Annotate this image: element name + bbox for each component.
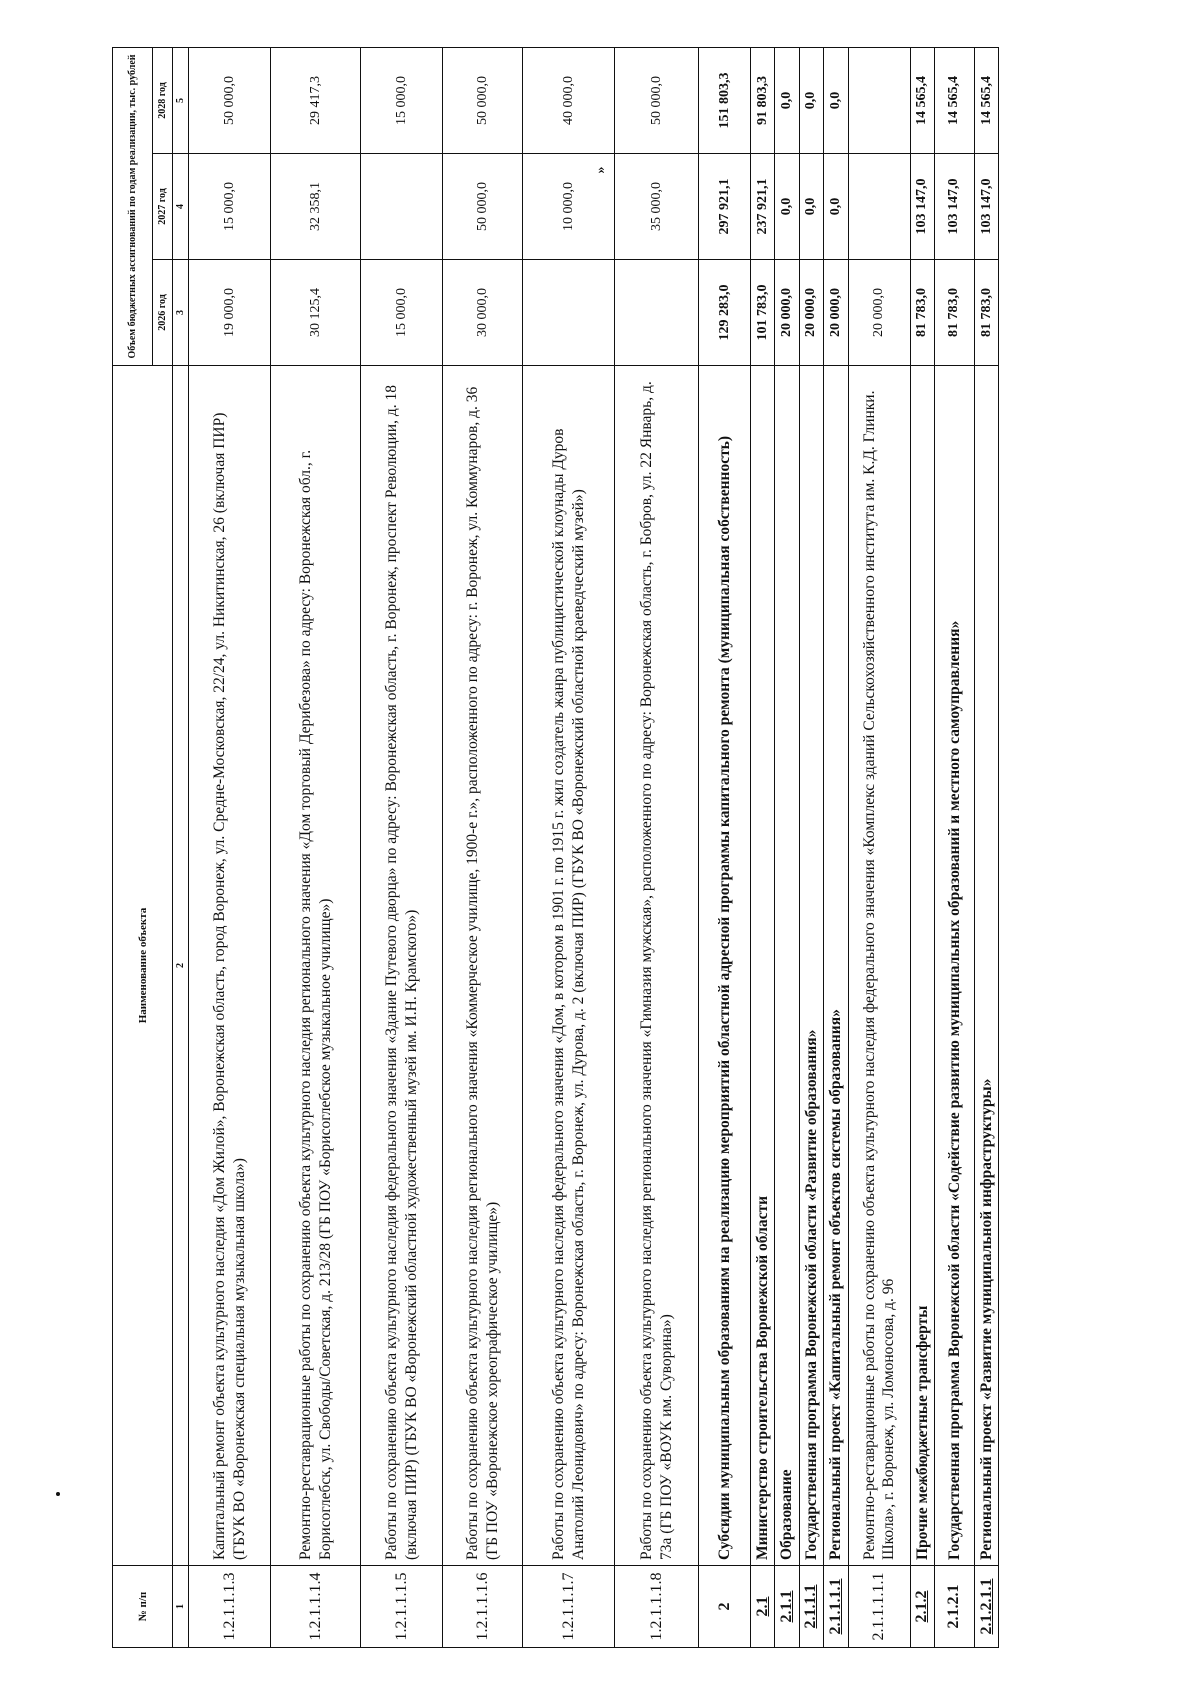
row-number: 1.2.1.1.1.8 <box>615 1566 699 1648</box>
value-2028: 40 000,0 <box>523 47 615 153</box>
value-2028 <box>848 47 910 153</box>
value-2027: 32 358,1 <box>271 154 361 260</box>
value-2028: 50 000,0 <box>615 47 699 153</box>
value-2028: 50 000,0 <box>189 47 271 153</box>
value-2027: 10 000,0 <box>523 154 615 260</box>
value-2027: 15 000,0 <box>189 154 271 260</box>
row-number: 2.1.2 <box>910 1566 934 1648</box>
header-index-4: 4 <box>173 154 189 260</box>
value-2027: 0,0 <box>799 154 823 260</box>
value-2027: 297 921,1 <box>699 154 751 260</box>
row-number: 1.2.1.1.1.3 <box>189 1566 271 1648</box>
header-year-2026: 2026 год <box>153 260 173 366</box>
table-row <box>848 47 910 1647</box>
row-name: Ремонтно-реставрационные работы по сохранению объекта культурного наследия федерального значения «Комплекс зданий Сельскохозяйственного института им. К.Д. Глинки. Школа», г. Воронеж, ул. Ломоносова, д. 96 <box>848 366 910 1566</box>
rotated-table-wrapper <box>112 48 1122 1648</box>
row-name: Региональный проект «Капитальный ремонт объектов системы образования» <box>824 366 848 1566</box>
value-2027: 0,0 <box>775 154 799 260</box>
table-row <box>615 47 699 1647</box>
value-2028: 0,0 <box>799 47 823 153</box>
value-2026: 129 283,0 <box>699 260 751 366</box>
table-row <box>799 47 823 1647</box>
table-row <box>523 47 615 1647</box>
value-2028: 14 565,4 <box>974 47 998 153</box>
row-number: 1.2.1.1.1.6 <box>443 1566 523 1648</box>
header-name: Наименование объекта <box>113 366 173 1566</box>
row-name: Капитальный ремонт объекта культурного наследия «Дом Жилой», Воронежская область, город Воронеж, ул. Средне-Московская, 22/24, ул. Никитинская, 26 (включая ПИР) (ГБУК ВО «Воронежская специальная музыкальная школа») <box>189 366 271 1566</box>
value-2026: 101 783,0 <box>751 260 775 366</box>
table-row <box>699 47 751 1647</box>
value-2028: 14 565,4 <box>910 47 934 153</box>
value-2026: 30 000,0 <box>443 260 523 366</box>
header-num: № п/п <box>113 1566 173 1648</box>
row-number: 2.1.2.1.1 <box>974 1566 998 1648</box>
header-index-1: 1 <box>173 1566 189 1648</box>
row-name: Образование <box>775 366 799 1566</box>
row-name: Ремонтно-реставрационные работы по сохранению объекта культурного наследия регионального значения «Дом торговый Дерибезова» по адресу: Воронежская обл., г. Борисоглебск, ул. Свободы/Советская, д. 213/28 (ГБ ПОУ «Борисоглебское музыкальное училище») <box>271 366 361 1566</box>
value-2026: 81 783,0 <box>934 260 974 366</box>
row-name: Работы по сохранению объекта культурного наследия регионального значения «Гимназия мужская», расположенного по адресу: Воронежская область, г. Бобров, ул. 22 Январь, д. 73а (ГБ ПОУ «ВОУК им. Суворина») <box>615 366 699 1566</box>
header-year-2027: 2027 год <box>153 154 173 260</box>
value-2026: 19 000,0 <box>189 260 271 366</box>
value-2027: 35 000,0 <box>615 154 699 260</box>
value-2028: 0,0 <box>775 47 799 153</box>
table-row <box>751 47 775 1647</box>
table-row <box>910 47 934 1647</box>
page-mark: » <box>593 166 609 174</box>
table-row <box>443 47 523 1647</box>
row-name: Прочие межбюджетные трансферты <box>910 366 934 1566</box>
value-2026: 20 000,0 <box>848 260 910 366</box>
value-2027: 0,0 <box>824 154 848 260</box>
value-2027 <box>361 154 443 260</box>
row-number: 1.2.1.1.1.5 <box>361 1566 443 1648</box>
value-2026: 20 000,0 <box>824 260 848 366</box>
value-2027: 103 147,0 <box>934 154 974 260</box>
value-2028: 151 803,3 <box>699 47 751 153</box>
row-name: Работы по сохранению объекта культурного наследия регионального значения «Коммерческое училище, 1900-е г.», расположенного по адресу: г. Воронеж, ул. Коммунаров, д. 36 (ГБ ПОУ «Воронежское хореографическое училище») <box>443 366 523 1566</box>
row-number: 2 <box>699 1566 751 1648</box>
row-number: 2.1.1.1.1 <box>824 1566 848 1648</box>
row-number: 1.2.1.1.1.4 <box>271 1566 361 1648</box>
header-index-5: 5 <box>173 47 189 153</box>
value-2026: 30 125,4 <box>271 260 361 366</box>
value-2027: 103 147,0 <box>910 154 934 260</box>
row-number: 2.1.1.1.1.1 <box>848 1566 910 1648</box>
row-name: Государственная программа Воронежской области «Развитие образования» <box>799 366 823 1566</box>
row-name: Работы по сохранению объекта культурного наследия федерального значения «Дом, в котором в 1901 г. по 1915 г. жил создатель жанра публицистической клоунады Дуров Анатолий Леонидович» по адресу: Воронежская область, г. Воронеж, ул. Дурова, д. 2 (включая ПИР) (ГБУК ВО «Воронежский областной краеведческий музей») <box>523 366 615 1566</box>
value-2026: 81 783,0 <box>974 260 998 366</box>
row-name: Государственная программа Воронежской области «Содействие развитию муниципальных образований и местного самоуправления» <box>934 366 974 1566</box>
value-2026: 81 783,0 <box>910 260 934 366</box>
header-index-3: 3 <box>173 260 189 366</box>
header-index-2: 2 <box>173 366 189 1566</box>
value-2026: 20 000,0 <box>799 260 823 366</box>
margin-dot <box>56 1492 60 1496</box>
value-2028: 91 803,3 <box>751 47 775 153</box>
value-2027: 103 147,0 <box>974 154 998 260</box>
row-name: Министерство строительства Воронежской области <box>751 366 775 1566</box>
value-2027: 237 921,1 <box>751 154 775 260</box>
table-row <box>775 47 799 1647</box>
table-row <box>934 47 974 1647</box>
row-number: 2.1 <box>751 1566 775 1648</box>
value-2028: 15 000,0 <box>361 47 443 153</box>
row-name: Субсидии муниципальным образованиям на реализацию мероприятий областной адресной программы капитального ремонта (муниципальная собственность) <box>699 366 751 1566</box>
table-row <box>271 47 361 1647</box>
value-2028: 29 417,3 <box>271 47 361 153</box>
value-2026: 15 000,0 <box>361 260 443 366</box>
row-name: Работы по сохранению объекта культурного наследия федерального значения «Здание Путевого дворца» по адресу: Воронежская область, г. Воронеж, проспект Революции, д. 18 (включая ПИР) (ГБУК ВО «Воронежский областной художественный музей им. И.Н. Крамского») <box>361 366 443 1566</box>
value-2027 <box>848 154 910 260</box>
value-2026 <box>523 260 615 366</box>
table-row <box>361 47 443 1647</box>
row-number: 2.1.1 <box>775 1566 799 1648</box>
table-row <box>824 47 848 1647</box>
header-year-2028: 2028 год <box>153 47 173 153</box>
value-2027: 50 000,0 <box>443 154 523 260</box>
value-2026 <box>615 260 699 366</box>
table-row <box>189 47 271 1647</box>
header-budget: Объем бюджетных ассигнований по годам реализации, тыс. рублей <box>113 47 153 365</box>
value-2028: 50 000,0 <box>443 47 523 153</box>
table-row <box>974 47 998 1647</box>
row-number: 2.1.2.1 <box>934 1566 974 1648</box>
row-number: 1.2.1.1.1.7 <box>523 1566 615 1648</box>
row-name: Региональный проект «Развитие муниципальной инфраструктуры» <box>974 366 998 1566</box>
value-2028: 0,0 <box>824 47 848 153</box>
value-2026: 20 000,0 <box>775 260 799 366</box>
row-number: 2.1.1.1 <box>799 1566 823 1648</box>
budget-table <box>112 47 999 1648</box>
value-2028: 14 565,4 <box>934 47 974 153</box>
